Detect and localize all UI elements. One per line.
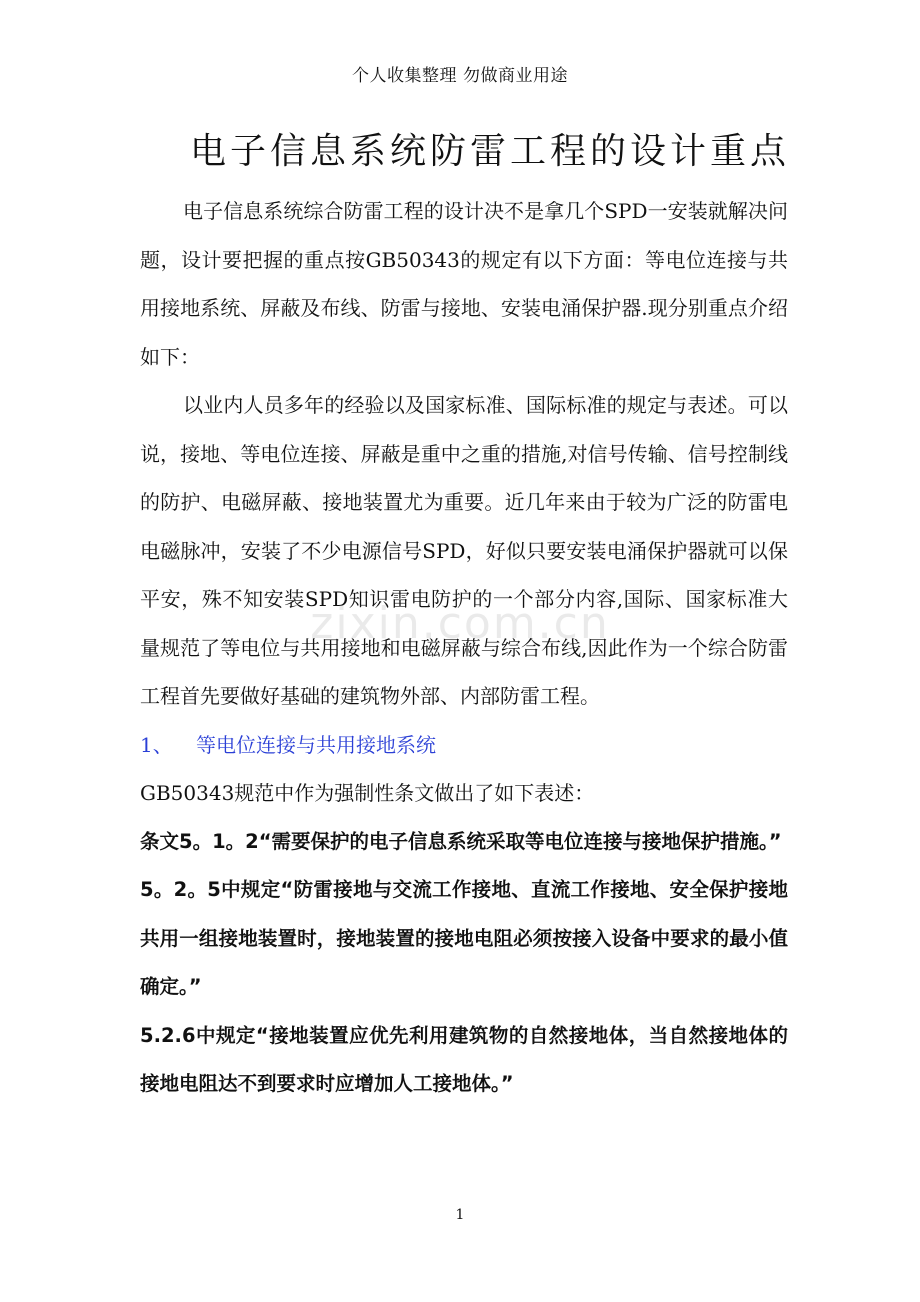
clause-5-1-2: 条文5。1。2“需要保护的电子信息系统采取等电位连接与接地保护措施。” (140, 829, 782, 853)
document-title: 电子信息系统防雷工程的设计重点 (189, 131, 790, 172)
watermark: zixin.com.cn (310, 598, 610, 649)
page-number: 1 (455, 1207, 465, 1223)
page-header: 个人收集整理 勿做商业用途 (352, 66, 568, 86)
document-body (140, 187, 788, 1109)
clause-5-2-6: 5.2.6中规定“接地装置应优先利用建筑物的自然接地体，当自然接地体的接地电阻达不到要求时应增加人工接地体。” (140, 1023, 788, 1095)
section-title: 等电位连接与共用接地系统 (196, 732, 436, 757)
section-heading (140, 721, 788, 770)
standard-intro: GB50343规范中作为强制性条文做出了如下表述： (140, 781, 595, 805)
paragraph-intro: 电子信息系统综合防雷工程的设计决不是拿几个SPD一安装就解决问题，设计要把握的重点按GB50343的规定有以下方面：等电位连接与共用接地系统、屏蔽及布线、防雷与接地、安装电涌保护器.现分别重点介绍如下： (140, 199, 788, 369)
paragraph-experience: 以业内人员多年的经验以及国家标准、国际标准的规定与表述。可以说，接地、等电位连接、屏蔽是重中之重的措施,对信号传输、信号控制线的防护、电磁屏蔽、接地装置尤为重要。近几年来由于较为广泛的防雷电电磁脉冲，安装了不少电源信号SPD，好似只要安装电涌保护器就可以保平安，殊不知安装SPD知识雷电防护的一个部分内容,国际、国家标准大量规范了等电位与共用接地和电磁屏蔽与综合布线,因此作为一个综合防雷工程首先要做好基础的建筑物外部、内部防雷工程。 (140, 393, 788, 708)
clause-5-2-5: 5。2。5中规定“防雷接地与交流工作接地、直流工作接地、安全保护接地共用一组接地装置时，接地装置的接地电阻必须按接入设备中要求的最小值确定。” (140, 878, 788, 998)
section-number: 1、 (140, 732, 173, 757)
